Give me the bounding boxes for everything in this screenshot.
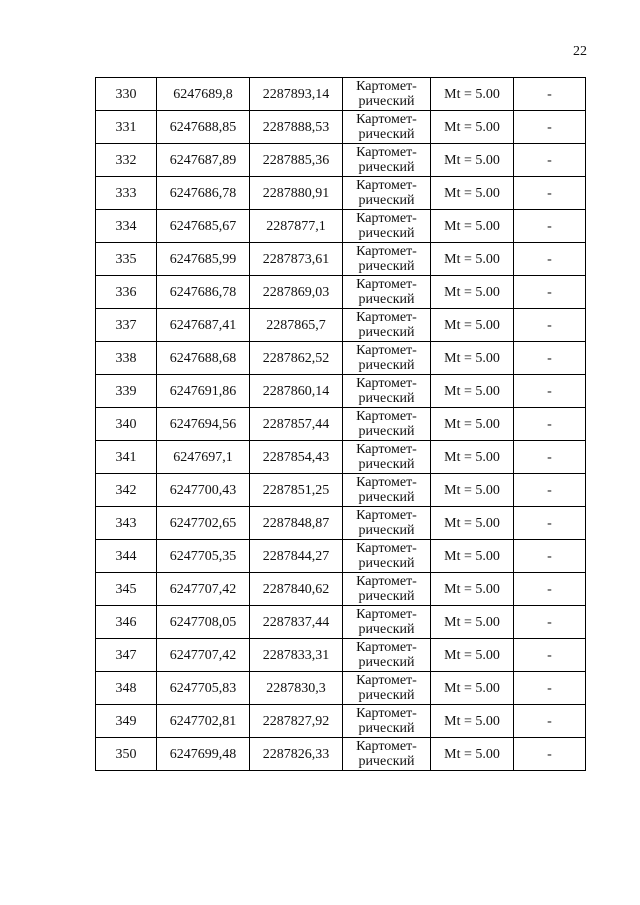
y-coordinate-cell: 2287860,14 [250,375,343,408]
accuracy-cell: Mt = 5.00 [431,243,514,276]
x-coordinate-cell: 6247702,65 [157,507,250,540]
note-cell: - [514,441,586,474]
coordinate-table-body [96,78,586,771]
method-line-1: Картомет- [356,211,417,226]
note-cell: - [514,375,586,408]
x-coordinate-cell: 6247702,81 [157,705,250,738]
method-line-1: Картомет- [356,442,417,457]
method-line-2: рический [358,160,415,175]
method-line-2: рический [358,292,415,307]
accuracy-cell: Mt = 5.00 [431,474,514,507]
x-coordinate-cell: 6247686,78 [157,276,250,309]
note-cell: - [514,705,586,738]
x-coordinate-cell: 6247705,35 [157,540,250,573]
method-cell [343,705,431,738]
method-line-2: рический [358,391,415,406]
method-line-1: Картомет- [356,79,417,94]
table-row [96,639,586,672]
point-number-cell: 349 [96,705,157,738]
point-number-cell: 343 [96,507,157,540]
method-line-2: рический [358,325,415,340]
x-coordinate-cell: 6247699,48 [157,738,250,771]
x-coordinate-cell: 6247686,78 [157,177,250,210]
x-coordinate-cell: 6247685,67 [157,210,250,243]
x-coordinate-cell: 6247694,56 [157,408,250,441]
point-number-cell: 337 [96,309,157,342]
y-coordinate-cell: 2287885,36 [250,144,343,177]
page-number: 22 [573,44,587,59]
method-line-1: Картомет- [356,574,417,589]
accuracy-cell: Mt = 5.00 [431,738,514,771]
method-line-1: Картомет- [356,475,417,490]
method-cell [343,210,431,243]
note-cell: - [514,78,586,111]
table-row [96,573,586,606]
accuracy-cell: Mt = 5.00 [431,507,514,540]
method-line-2: рический [358,424,415,439]
note-cell: - [514,111,586,144]
point-number-cell: 341 [96,441,157,474]
method-line-1: Картомет- [356,508,417,523]
x-coordinate-cell: 6247685,99 [157,243,250,276]
method-cell [343,639,431,672]
method-line-2: рический [358,754,415,769]
accuracy-cell: Mt = 5.00 [431,375,514,408]
x-coordinate-cell: 6247707,42 [157,573,250,606]
method-cell [343,540,431,573]
table-row [96,309,586,342]
method-line-2: рический [358,556,415,571]
note-cell: - [514,210,586,243]
x-coordinate-cell: 6247687,41 [157,309,250,342]
accuracy-cell: Mt = 5.00 [431,639,514,672]
table-row [96,606,586,639]
note-cell: - [514,276,586,309]
method-cell [343,408,431,441]
note-cell: - [514,540,586,573]
method-line-1: Картомет- [356,145,417,160]
note-cell: - [514,507,586,540]
accuracy-cell: Mt = 5.00 [431,342,514,375]
point-number-cell: 342 [96,474,157,507]
method-line-1: Картомет- [356,244,417,259]
point-number-cell: 332 [96,144,157,177]
method-cell [343,738,431,771]
method-line-2: рический [358,358,415,373]
method-line-1: Картомет- [356,178,417,193]
method-line-1: Картомет- [356,310,417,325]
x-coordinate-cell: 6247707,42 [157,639,250,672]
method-line-2: рический [358,457,415,472]
table-row [96,441,586,474]
method-line-2: рический [358,721,415,736]
accuracy-cell: Mt = 5.00 [431,408,514,441]
method-line-1: Картомет- [356,409,417,424]
accuracy-cell: Mt = 5.00 [431,177,514,210]
note-cell: - [514,606,586,639]
method-line-1: Картомет- [356,277,417,292]
table-row [96,375,586,408]
note-cell: - [514,243,586,276]
x-coordinate-cell: 6247697,1 [157,441,250,474]
accuracy-cell: Mt = 5.00 [431,144,514,177]
point-number-cell: 348 [96,672,157,705]
x-coordinate-cell: 6247689,8 [157,78,250,111]
point-number-cell: 330 [96,78,157,111]
x-coordinate-cell: 6247705,83 [157,672,250,705]
y-coordinate-cell: 2287862,52 [250,342,343,375]
point-number-cell: 336 [96,276,157,309]
coordinate-table [95,77,586,771]
method-cell [343,243,431,276]
y-coordinate-cell: 2287873,61 [250,243,343,276]
note-cell: - [514,342,586,375]
accuracy-cell: Mt = 5.00 [431,309,514,342]
table-row [96,177,586,210]
x-coordinate-cell: 6247688,85 [157,111,250,144]
y-coordinate-cell: 2287851,25 [250,474,343,507]
method-line-2: рический [358,655,415,670]
accuracy-cell: Mt = 5.00 [431,606,514,639]
y-coordinate-cell: 2287880,91 [250,177,343,210]
x-coordinate-cell: 6247691,86 [157,375,250,408]
method-cell [343,441,431,474]
method-line-2: рический [358,589,415,604]
y-coordinate-cell: 2287848,87 [250,507,343,540]
accuracy-cell: Mt = 5.00 [431,672,514,705]
table-row [96,144,586,177]
note-cell: - [514,408,586,441]
point-number-cell: 344 [96,540,157,573]
method-cell [343,177,431,210]
method-cell [343,507,431,540]
table-row [96,276,586,309]
method-line-2: рический [358,490,415,505]
y-coordinate-cell: 2287844,27 [250,540,343,573]
table-row [96,540,586,573]
y-coordinate-cell: 2287833,31 [250,639,343,672]
accuracy-cell: Mt = 5.00 [431,573,514,606]
table-row [96,243,586,276]
method-line-1: Картомет- [356,541,417,556]
y-coordinate-cell: 2287877,1 [250,210,343,243]
method-line-2: рический [358,259,415,274]
method-line-2: рический [358,523,415,538]
accuracy-cell: Mt = 5.00 [431,441,514,474]
table-row [96,474,586,507]
y-coordinate-cell: 2287857,44 [250,408,343,441]
table-row [96,738,586,771]
table-row [96,78,586,111]
method-line-2: рический [358,622,415,637]
method-cell [343,78,431,111]
method-line-1: Картомет- [356,706,417,721]
point-number-cell: 346 [96,606,157,639]
method-line-2: рический [358,94,415,109]
y-coordinate-cell: 2287827,92 [250,705,343,738]
method-cell [343,309,431,342]
method-line-1: Картомет- [356,343,417,358]
method-cell [343,375,431,408]
y-coordinate-cell: 2287837,44 [250,606,343,639]
method-line-1: Картомет- [356,673,417,688]
x-coordinate-cell: 6247708,05 [157,606,250,639]
method-line-1: Картомет- [356,376,417,391]
method-line-2: рический [358,193,415,208]
point-number-cell: 331 [96,111,157,144]
point-number-cell: 333 [96,177,157,210]
method-line-2: рический [358,688,415,703]
accuracy-cell: Mt = 5.00 [431,210,514,243]
accuracy-cell: Mt = 5.00 [431,111,514,144]
point-number-cell: 345 [96,573,157,606]
method-line-2: рический [358,226,415,241]
accuracy-cell: Mt = 5.00 [431,276,514,309]
note-cell: - [514,309,586,342]
accuracy-cell: Mt = 5.00 [431,705,514,738]
method-cell [343,474,431,507]
method-cell [343,606,431,639]
method-line-1: Картомет- [356,112,417,127]
table-row [96,210,586,243]
x-coordinate-cell: 6247687,89 [157,144,250,177]
table-row [96,705,586,738]
accuracy-cell: Mt = 5.00 [431,540,514,573]
y-coordinate-cell: 2287840,62 [250,573,343,606]
point-number-cell: 335 [96,243,157,276]
method-line-2: рический [358,127,415,142]
point-number-cell: 347 [96,639,157,672]
accuracy-cell: Mt = 5.00 [431,78,514,111]
y-coordinate-cell: 2287865,7 [250,309,343,342]
method-cell [343,144,431,177]
method-cell [343,672,431,705]
note-cell: - [514,639,586,672]
method-cell [343,573,431,606]
table-row [96,672,586,705]
x-coordinate-cell: 6247688,68 [157,342,250,375]
y-coordinate-cell: 2287854,43 [250,441,343,474]
note-cell: - [514,672,586,705]
method-cell [343,111,431,144]
note-cell: - [514,573,586,606]
method-cell [343,276,431,309]
point-number-cell: 338 [96,342,157,375]
y-coordinate-cell: 2287830,3 [250,672,343,705]
point-number-cell: 340 [96,408,157,441]
method-line-1: Картомет- [356,640,417,655]
y-coordinate-cell: 2287893,14 [250,78,343,111]
point-number-cell: 339 [96,375,157,408]
note-cell: - [514,144,586,177]
note-cell: - [514,738,586,771]
note-cell: - [514,177,586,210]
note-cell: - [514,474,586,507]
method-line-1: Картомет- [356,739,417,754]
point-number-cell: 350 [96,738,157,771]
table-row [96,408,586,441]
method-line-1: Картомет- [356,607,417,622]
table-row [96,507,586,540]
y-coordinate-cell: 2287826,33 [250,738,343,771]
table-row [96,111,586,144]
point-number-cell: 334 [96,210,157,243]
method-cell [343,342,431,375]
y-coordinate-cell: 2287869,03 [250,276,343,309]
y-coordinate-cell: 2287888,53 [250,111,343,144]
table-row [96,342,586,375]
x-coordinate-cell: 6247700,43 [157,474,250,507]
